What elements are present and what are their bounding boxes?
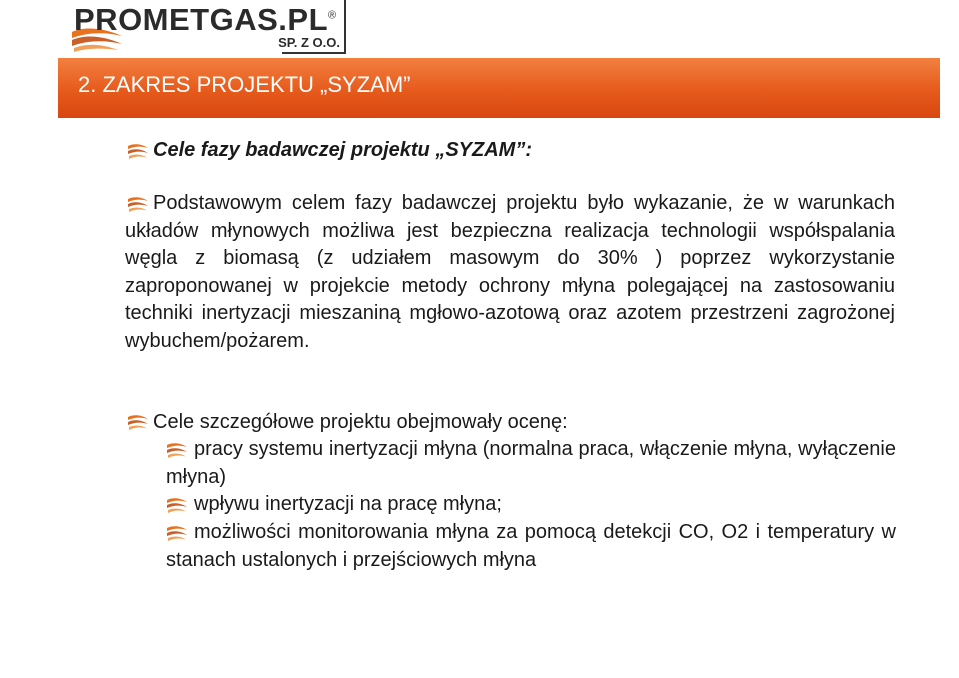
flame-bullet-icon — [127, 143, 149, 159]
logo-divider-horizontal — [282, 52, 346, 54]
section-subtitle: Cele fazy badawczej projektu „SYZAM”: — [153, 139, 532, 161]
header-band — [58, 58, 940, 118]
logo-suffix: SP. Z O.O. — [278, 35, 340, 50]
logo-registered-mark: ® — [328, 9, 337, 22]
company-logo — [62, 0, 346, 56]
logo-name: PROMETGAS.PL® — [74, 2, 337, 37]
logo-divider-vertical — [344, 0, 346, 52]
detail-item: możliwości monitorowania młyna za pomocą detekcji CO, O2 i temperatury w stanach ustalonych i przejściowych młyna — [166, 521, 896, 571]
page-title: 2. ZAKRES PROJEKTU „SYZAM” — [78, 72, 411, 97]
main-paragraph: Podstawowym celem fazy badawczej projektu było wykazanie, że w warunkach układów młynowych możliwa jest bezpieczna realizacja technologii współspalania węgla z biomasą (z udziałem masowym do 30% ) poprzez wykorzystanie zaproponowanej w projekcie metody ochrony młyna polegającej na zastosowaniu techniki inertyzacji mieszaniną mgłowo-azotową oraz azotem przestrzeni zagrożonej wybuchem/pożarem. — [125, 192, 895, 352]
detail-item: pracy systemu inertyzacji młyna (normalna praca, włączenie młyna, wyłączenie młyna) — [166, 438, 896, 488]
flame-bullet-icon — [127, 414, 149, 430]
detail-item: wpływu inertyzacji na pracę młyna; — [194, 493, 502, 515]
details-heading: Cele szczegółowe projektu obejmowały ocenę: — [153, 411, 568, 433]
